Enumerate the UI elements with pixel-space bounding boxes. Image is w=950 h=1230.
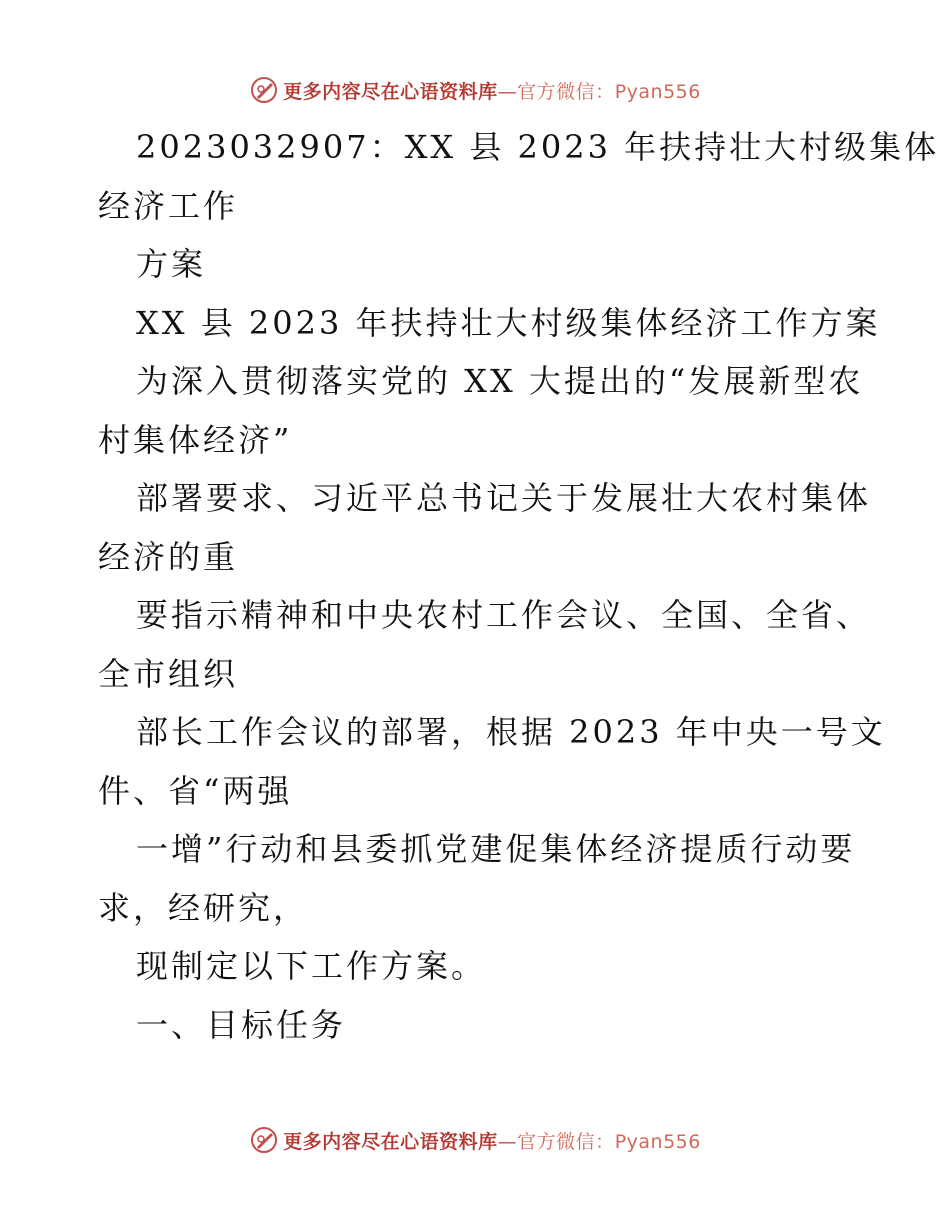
promo-text — [283, 77, 701, 104]
doc-line: 全市组织 — [98, 654, 239, 693]
footer-watermark-banner — [0, 1120, 950, 1160]
doc-line: 2023032907：XX 县 2023 年扶持壮大村级集体 — [136, 128, 940, 166]
header-watermark-banner — [0, 70, 950, 110]
promo-wechat-label: 官方微信： — [517, 80, 615, 103]
doc-line: 为深入贯彻落实党的 XX 大提出的“发展新型农 — [136, 362, 864, 400]
promo-wechat-id: Pyan556 — [614, 80, 701, 103]
promo-brand: 更多内容尽在心语资料库 — [283, 80, 498, 103]
document-body — [98, 118, 940, 1054]
doc-line: 件、省“两强 — [98, 771, 293, 810]
doc-line: 现制定以下工作方案。 — [136, 947, 487, 985]
quill-seal-icon — [249, 1125, 279, 1155]
promo-wechat-id: Pyan556 — [614, 1130, 701, 1153]
promo-brand: 更多内容尽在心语资料库 — [283, 1130, 498, 1153]
doc-line: 部长工作会议的部署，根据 2023 年中央一号文 — [136, 713, 886, 751]
promo-dash: — — [497, 80, 518, 103]
doc-line: 经济的重 — [98, 537, 239, 576]
doc-line: XX 县 2023 年扶持壮大村级集体经济工作方案 — [136, 303, 881, 342]
doc-line: 一、目标任务 — [136, 1005, 347, 1044]
doc-line: 求，经研究， — [98, 888, 309, 927]
doc-line: 经济工作 — [98, 186, 239, 225]
quill-seal-icon — [249, 75, 279, 105]
doc-line: 部署要求、习近平总书记关于发展壮大农村集体 — [136, 479, 872, 517]
promo-wechat-label: 官方微信： — [517, 1130, 615, 1153]
promo-dash: — — [497, 1130, 518, 1153]
doc-line: 村集体经济” — [98, 420, 293, 459]
promo-text — [283, 1127, 701, 1154]
doc-line: 方案 — [136, 245, 207, 283]
doc-line: 要指示精神和中央农村工作会议、全国、全省、 — [136, 596, 872, 634]
doc-line: 一增”行动和县委抓党建促集体经济提质行动要 — [136, 830, 856, 868]
